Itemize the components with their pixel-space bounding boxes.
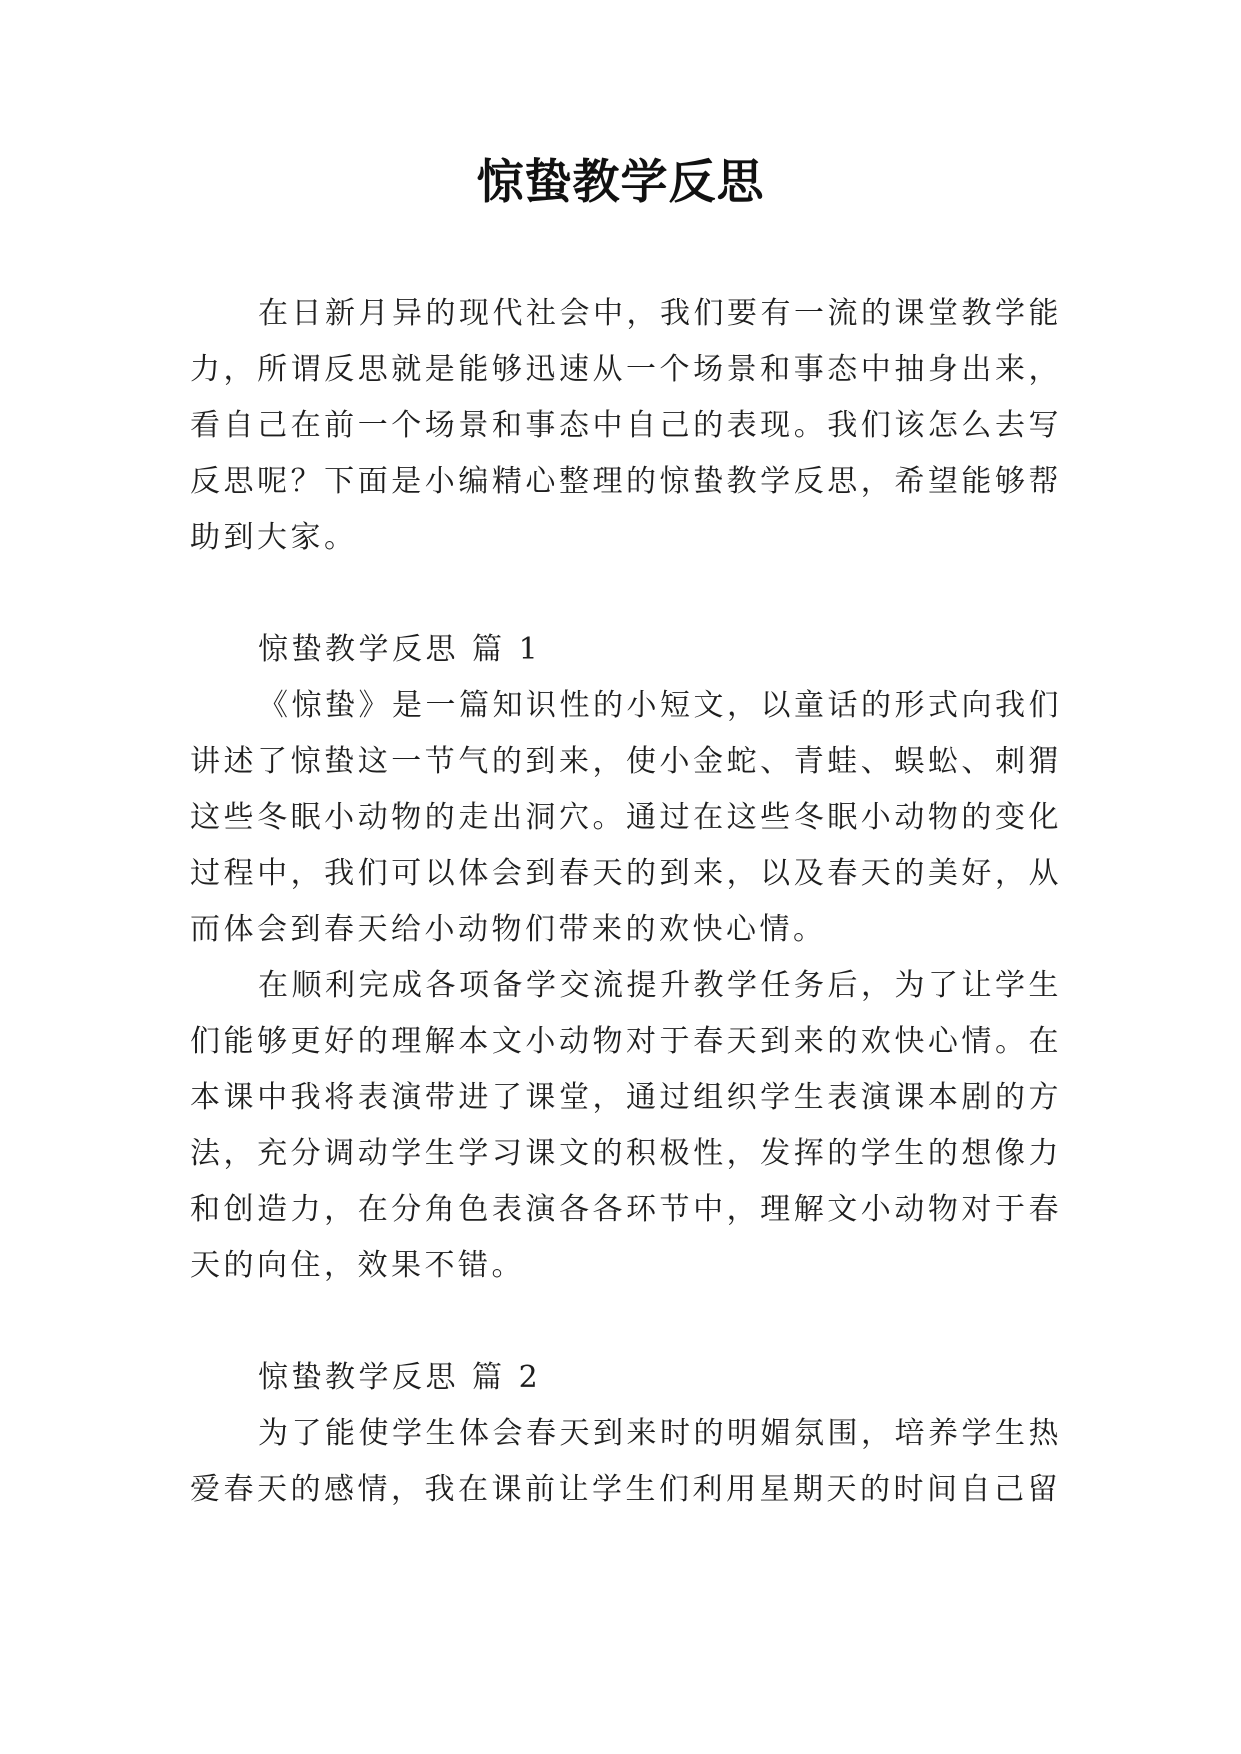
section-1-paragraph-2: 在顺利完成各项备学交流提升教学任务后，为了让学生们能够更好的理解本文小动物对于春天到来的欢快心情。在本课中我将表演带进了课堂，通过组织学生表演课本剧的方法，充分调动学生学习课文的积极性，发挥的学生的想像力和创造力，在分角色表演各各环节中，理解文小动物对于春天的向住，效果不错。 — [190, 968, 1062, 1283]
section-gap — [190, 566, 1062, 622]
section-1-paragraph-1: 《惊蛰》是一篇知识性的小短文，以童话的形式向我们讲述了惊蛰这一节气的到来，使小金蛇、青蛙、蜈蚣、刺猬这些冬眠小动物的走出洞穴。通过在这些冬眠小动物的变化过程中，我们可以体会到春天的到来，以及春天的美好，从而体会到春天给小动物们带来的欢快心情。 — [190, 688, 1062, 947]
intro-paragraph: 在日新月异的现代社会中，我们要有一流的课堂教学能力，所谓反思就是能够迅速从一个场景和事态中抽身出来，看自己在前一个场景和事态中自己的表现。我们该怎么去写反思呢？下面是小编精心整理的惊蛰教学反思，希望能够帮助到大家。 — [190, 296, 1062, 555]
section-gap — [190, 1294, 1062, 1350]
section-heading-2: 惊蛰教学反思 篇 2 — [258, 1360, 542, 1395]
section-heading-1: 惊蛰教学反思 篇 1 — [258, 632, 542, 667]
document-title: 惊蛰教学反思 — [476, 155, 765, 210]
section-2-paragraph-1: 为了能使学生体会春天到来时的明媚氛围，培养学生热爱春天的感情，我在课前让学生们利用星期天的时间自己留 — [190, 1416, 1062, 1507]
document-body — [190, 286, 1062, 1518]
